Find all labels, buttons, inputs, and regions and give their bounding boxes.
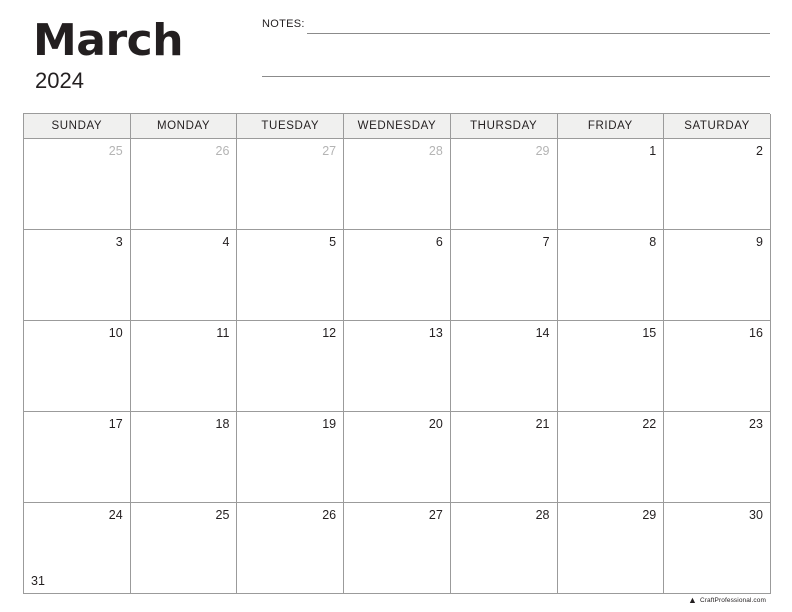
day-cell[interactable] <box>131 321 238 412</box>
day-cell[interactable] <box>237 230 344 321</box>
day-cell[interactable] <box>664 321 771 412</box>
day-number: 29 <box>535 144 550 158</box>
calendar-week-row <box>24 503 771 594</box>
watermark-label: CraftProfessional.com <box>699 597 766 604</box>
day-number: 26 <box>215 144 230 158</box>
day-number: 4 <box>222 235 230 249</box>
day-number: 16 <box>749 326 763 340</box>
month-title: March <box>33 15 184 66</box>
day-number: 22 <box>642 417 657 431</box>
day-cell[interactable] <box>344 230 451 321</box>
day-cell[interactable] <box>344 321 451 412</box>
day-number: 19 <box>322 417 337 431</box>
day-cell[interactable] <box>664 139 771 230</box>
day-cell[interactable] <box>558 230 665 321</box>
day-number: 18 <box>215 417 230 431</box>
day-cell[interactable] <box>451 503 558 594</box>
page-header <box>0 0 792 112</box>
day-cell[interactable] <box>451 139 558 230</box>
day-cell[interactable] <box>664 230 771 321</box>
day-number: 20 <box>428 417 443 431</box>
weekday-header-monday: MONDAY <box>131 114 238 139</box>
day-number: 28 <box>428 144 443 158</box>
day-number: 23 <box>749 417 763 431</box>
day-cell[interactable] <box>344 503 451 594</box>
day-number: 27 <box>428 508 443 522</box>
day-number: 25 <box>108 144 123 158</box>
day-cell[interactable] <box>131 412 238 503</box>
day-number: 28 <box>535 508 550 522</box>
weekday-header-wednesday: WEDNESDAY <box>344 114 451 139</box>
watermark <box>688 596 766 605</box>
day-cell[interactable] <box>237 412 344 503</box>
day-number: 11 <box>216 326 230 340</box>
day-number: 8 <box>649 235 657 249</box>
day-cell[interactable] <box>131 139 238 230</box>
weekday-header-friday: FRIDAY <box>558 114 665 139</box>
day-cell[interactable] <box>451 321 558 412</box>
weekday-header-saturday: SATURDAY <box>664 114 771 139</box>
calendar-week-row <box>24 412 771 503</box>
day-cell[interactable] <box>237 321 344 412</box>
day-cell[interactable] <box>451 230 558 321</box>
day-cell[interactable] <box>558 139 665 230</box>
day-number: 24 <box>108 508 123 522</box>
calendar-week-row <box>24 139 771 230</box>
day-number: 12 <box>322 326 337 340</box>
day-cell[interactable] <box>24 230 131 321</box>
day-number: 1 <box>649 144 657 158</box>
day-cell[interactable] <box>237 139 344 230</box>
day-number: 9 <box>755 235 763 249</box>
day-number: 6 <box>435 235 443 249</box>
year-label: 2024 <box>35 68 84 93</box>
calendar-week-row <box>24 321 771 412</box>
weekday-header-thursday: THURSDAY <box>451 114 558 139</box>
day-cell[interactable] <box>24 139 131 230</box>
day-cell[interactable] <box>664 503 771 594</box>
day-number: 26 <box>322 508 337 522</box>
day-cell[interactable] <box>344 412 451 503</box>
day-number: 5 <box>329 235 337 249</box>
weekday-header-tuesday: TUESDAY <box>237 114 344 139</box>
day-number: 13 <box>428 326 443 340</box>
day-cell[interactable] <box>24 321 131 412</box>
day-cell[interactable] <box>558 503 665 594</box>
watermark-logo-icon: ▲ <box>688 595 697 605</box>
day-number: 2 <box>755 144 763 158</box>
day-cell[interactable] <box>558 321 665 412</box>
day-number: 7 <box>542 235 550 249</box>
day-number: 25 <box>215 508 230 522</box>
calendar-week-row <box>24 230 771 321</box>
day-cell[interactable] <box>24 412 131 503</box>
title-block <box>33 16 243 94</box>
day-number: 15 <box>642 326 657 340</box>
day-cell[interactable] <box>664 412 771 503</box>
day-cell[interactable] <box>131 503 238 594</box>
calendar-grid <box>23 113 770 594</box>
day-number: 29 <box>642 508 657 522</box>
day-number-overflow: 31 <box>31 574 45 588</box>
weekday-header-sunday: SUNDAY <box>24 114 131 139</box>
day-number: 10 <box>108 326 123 340</box>
notes-writing-line-2[interactable] <box>262 76 770 77</box>
notes-label: NOTES: <box>262 18 305 30</box>
day-cell[interactable] <box>24 503 131 594</box>
day-cell[interactable] <box>558 412 665 503</box>
day-number: 30 <box>749 508 763 522</box>
day-number: 14 <box>535 326 550 340</box>
day-cell[interactable] <box>344 139 451 230</box>
day-cell[interactable] <box>131 230 238 321</box>
day-number: 27 <box>322 144 337 158</box>
day-number: 3 <box>115 235 123 249</box>
day-cell[interactable] <box>237 503 344 594</box>
weekday-header-row <box>24 114 771 139</box>
day-number: 21 <box>535 417 550 431</box>
notes-section <box>262 18 770 32</box>
notes-writing-line-1[interactable] <box>307 33 770 34</box>
day-cell[interactable] <box>451 412 558 503</box>
day-number: 17 <box>108 417 123 431</box>
